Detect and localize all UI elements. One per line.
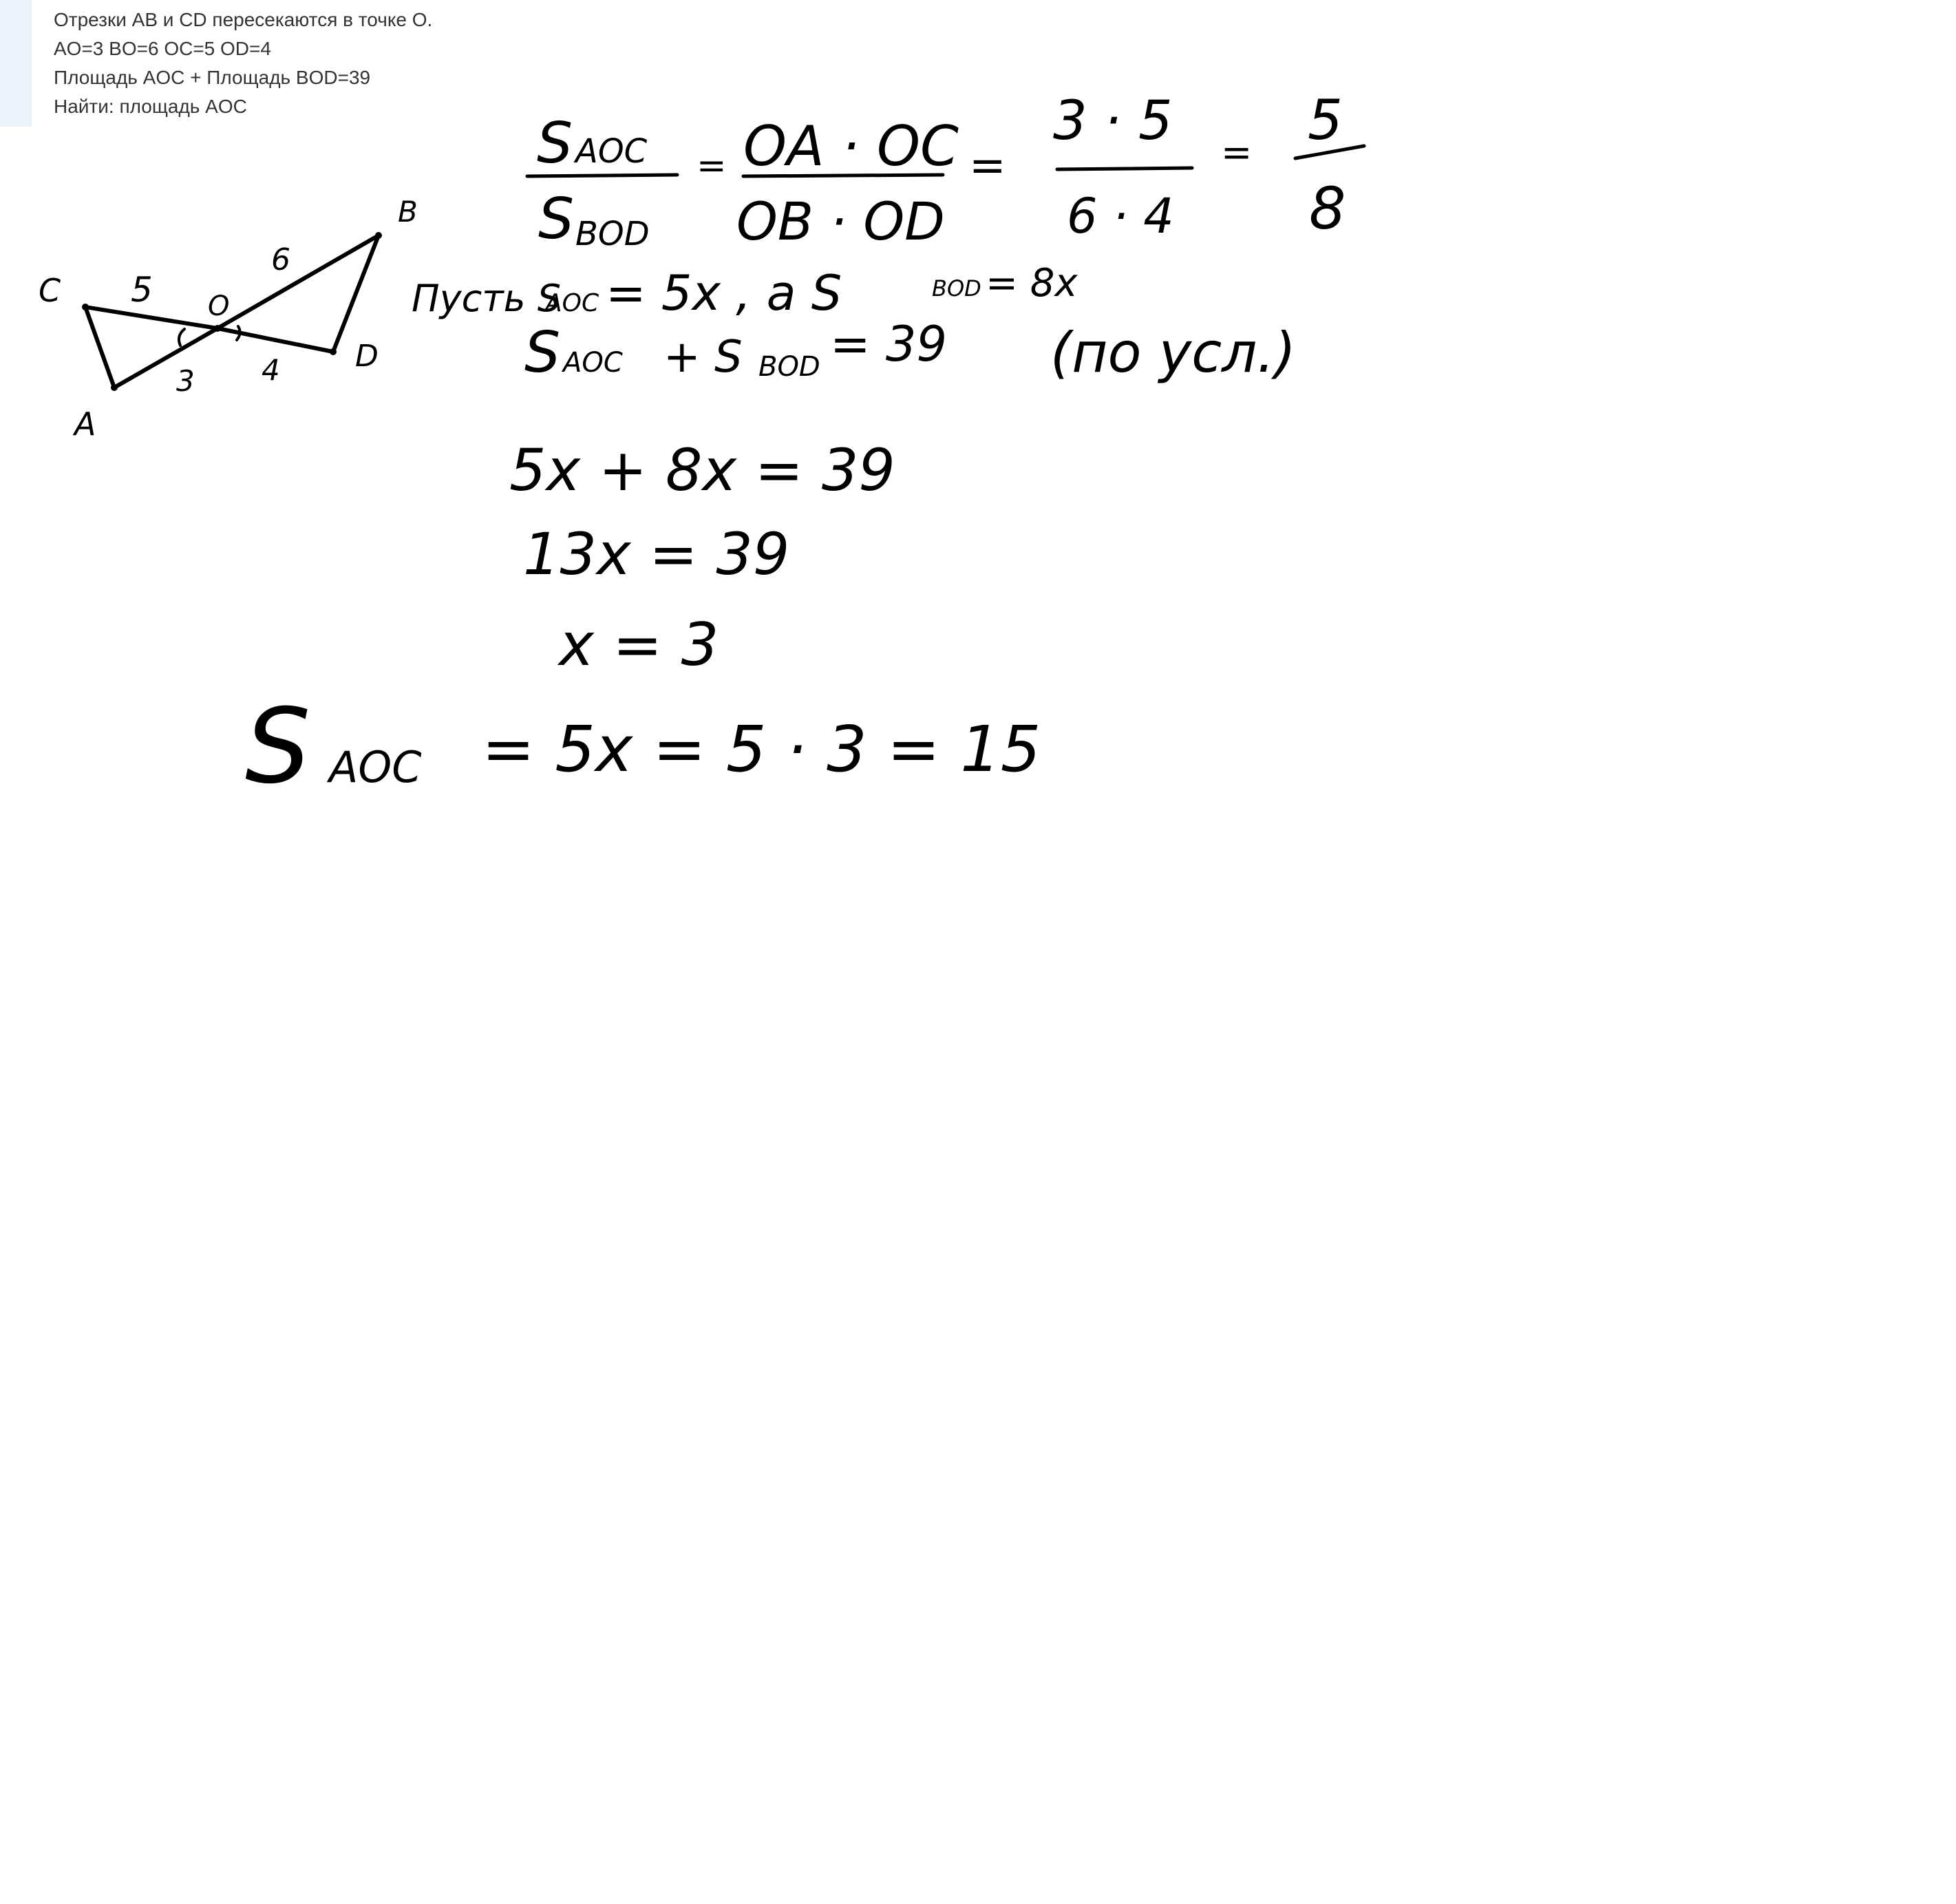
final-rest: = 5x = 5 · 3 = 15 bbox=[482, 712, 1041, 786]
let-rest-2: = 8x bbox=[986, 261, 1078, 306]
equation-c: x = 3 bbox=[559, 611, 719, 679]
sum-sub-1: AOC bbox=[563, 347, 623, 379]
final-sub: AOC bbox=[329, 742, 422, 792]
segment-label-ao: 3 bbox=[176, 364, 195, 398]
point-b-dot bbox=[375, 232, 382, 239]
ratio-eq-2: = bbox=[969, 140, 1006, 191]
geometry-figure bbox=[39, 195, 418, 443]
segment-ab bbox=[114, 235, 379, 388]
point-label-a: A bbox=[74, 405, 96, 443]
segment-label-od: 4 bbox=[262, 353, 280, 387]
segment-label-ob: 6 bbox=[271, 242, 290, 277]
final-s: S bbox=[245, 687, 311, 807]
ratio-lhs-num-s: S bbox=[537, 111, 573, 176]
equation-b: 13x = 39 bbox=[523, 520, 790, 588]
ratio-num-num: 3 · 5 bbox=[1053, 90, 1173, 152]
point-label-b: B bbox=[398, 195, 418, 229]
ratio-mid-num: OA · OC bbox=[743, 114, 959, 178]
ratio-lhs-den-sub: BOD bbox=[575, 215, 650, 253]
problem-line-4: Найти: площадь AOC bbox=[54, 96, 247, 117]
angle-mark-left bbox=[179, 329, 184, 346]
sum-note: (по усл.) bbox=[1050, 321, 1296, 385]
point-a-dot bbox=[111, 384, 118, 391]
problem-line-2: AO=3 BO=6 OC=5 OD=4 bbox=[54, 38, 271, 59]
ratio-mid-den: OB · OD bbox=[736, 191, 945, 252]
sum-rest: = 39 bbox=[830, 316, 947, 372]
let-sub-2: BOD bbox=[932, 275, 981, 302]
ratio-mid-bar bbox=[743, 175, 943, 176]
point-label-o: O bbox=[208, 290, 230, 322]
segment-bd bbox=[333, 235, 379, 352]
problem-line-1: Отрезки AB и CD пересекаются в точке O. bbox=[54, 9, 433, 30]
equation-a: 5x + 8x = 39 bbox=[509, 436, 895, 504]
ratio-lhs-num-sub: AOC bbox=[575, 132, 648, 171]
ratio-eq-3: = bbox=[1221, 131, 1253, 174]
point-c-dot bbox=[82, 304, 89, 310]
final-answer-line bbox=[245, 687, 1041, 807]
ratio-lhs-bar bbox=[527, 175, 677, 176]
ratio-res-den: 8 bbox=[1309, 175, 1346, 242]
let-sub: AOC bbox=[545, 289, 599, 317]
sum-s: S bbox=[524, 320, 561, 385]
ratio-lhs-den-s: S bbox=[538, 187, 575, 252]
let-rest: = 5x , a S bbox=[606, 265, 842, 321]
point-label-c: C bbox=[39, 272, 61, 309]
ratio-eq-1: = bbox=[697, 145, 727, 187]
segment-ca bbox=[85, 307, 114, 388]
let-text: Пусть S bbox=[412, 277, 561, 320]
ratio-num-den: 6 · 4 bbox=[1067, 188, 1174, 244]
problem-line-3: Площадь AOC + Площадь BOD=39 bbox=[54, 67, 371, 88]
point-o-dot bbox=[214, 325, 221, 332]
sum-line bbox=[524, 316, 1296, 385]
segment-label-co: 5 bbox=[131, 270, 153, 310]
point-d-dot bbox=[330, 348, 337, 355]
ratio-num-bar bbox=[1057, 168, 1192, 169]
sum-mid: + S bbox=[663, 332, 743, 383]
let-line bbox=[412, 261, 1078, 321]
ratio-res-num: 5 bbox=[1308, 88, 1343, 152]
area-ratio-equation bbox=[527, 88, 1364, 253]
point-label-d: D bbox=[355, 339, 379, 374]
sum-sub-2: BOD bbox=[758, 351, 820, 383]
